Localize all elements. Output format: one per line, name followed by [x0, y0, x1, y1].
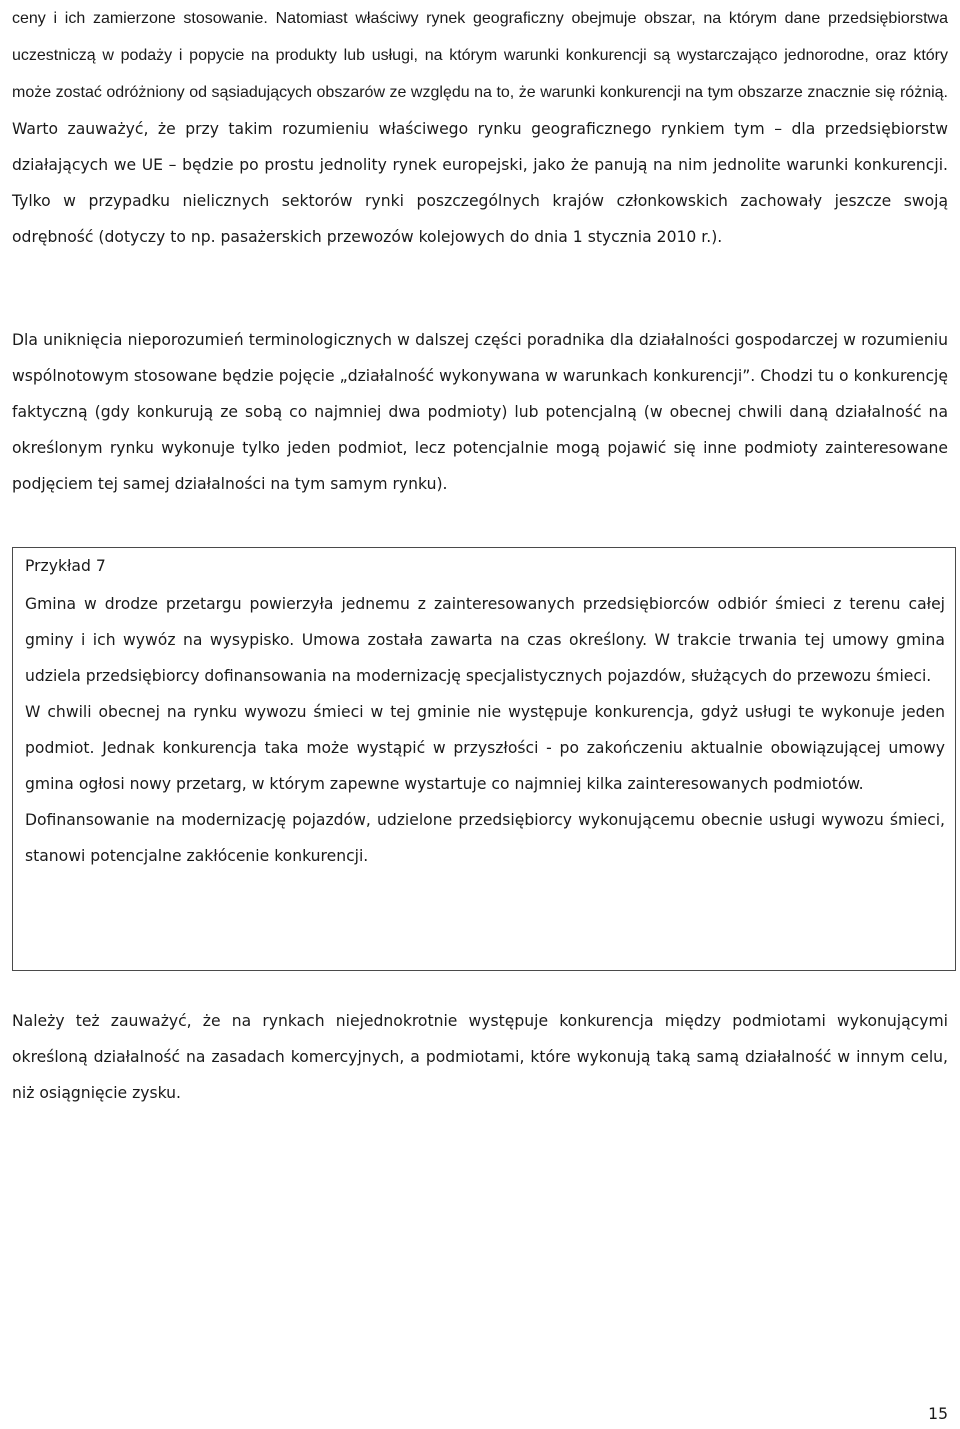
example-paragraph: W chwili obecnej na rynku wywozu śmieci w tej gminie nie występuje konkurencja, gdyż usługi te wykonuje jeden podmiot. Jednak konkurencja taka może wystąpić w przyszłości - po zakończeniu aktualnie obowiązującej umowy gmina ogłosi nowy przetarg, w którym zapewne wystartuje co najmniej kilka zainteresowanych podmiotów.	[25, 703, 945, 793]
example-box	[12, 547, 956, 971]
paragraph-commercial-activity: Należy też zauważyć, że na rynkach niejednokrotnie występuje konkurencja między podmiotami wykonującymi określoną działalność na zasadach komercyjnych, a podmiotami, które wykonują taką samą działalność w innym celu, niż osiągnięcie zysku.	[12, 1012, 948, 1102]
paragraph-market-definition-part2: Warto zauważyć, że przy takim rozumieniu właściwego rynku geograficznego rynkiem tym – dla przedsiębiorstw działających we UE – będzie po prostu jednolity rynek europejski, jako że panują na nim jednolite warunki konkurencji. Tylko w przypadku nielicznych sektorów rynki poszczególnych krajów członkowskich zachowały jeszcze swoją odrębność (dotyczy to np. pasażerskich przewozów kolejowych do dnia 1 stycznia 2010 r.).	[12, 120, 948, 246]
example-paragraph: Gmina w drodze przetargu powierzyła jednemu z zainteresowanych przedsiębiorców odbiór śmieci z terenu całej gminy i ich wywóz na wysypisko. Umowa została zawarta na czas określony. W trakcie trwania tej umowy gmina udziela przedsiębiorcy dofinansowania na modernizację specjalistycznych pojazdów, służących do przewozu śmieci.	[25, 595, 945, 685]
example-paragraph: Dofinansowanie na modernizację pojazdów, udzielone przedsiębiorcy wykonującemu obecnie usługi wywozu śmieci, stanowi potencjalne zakłócenie konkurencji.	[25, 811, 945, 865]
example-title: Przykład 7	[25, 557, 106, 575]
example-body	[25, 586, 945, 874]
paragraph-terminology: Dla uniknięcia nieporozumień terminologicznych w dalszej części poradnika dla działalności gospodarczej w rozumieniu wspólnotowym stosowane będzie pojęcie „działalność wykonywana w warunkach konkurencji”. Chodzi tu o konkurencję faktyczną (gdy konkurują ze sobą co najmniej dwa podmioty) lub potencjalną (w obecnej chwili daną działalność na określonym rynku wykonuje tylko jeden podmiot, lecz potencjalnie mogą pojawić się inne podmioty zainteresowane podjęciem tej samej działalności na tym samym rynku).	[12, 331, 948, 493]
paragraph-market-definition	[12, 0, 948, 255]
paragraph-market-definition-part1: ceny i ich zamierzone stosowanie. Natomiast właściwy rynek geograficzny obejmuje obszar, na którym dane przedsiębiorstwa uczestniczą w podaży i popycie na produkty lub usługi, na którym warunki konkurencji są wystarczająco jednorodne, oraz który może zostać odróżniony od sąsiadujących obszarów ze względu na to, że warunki konkurencji na tym obszarze znacznie się różnią.	[12, 10, 948, 101]
page-number: 15	[928, 1405, 948, 1423]
